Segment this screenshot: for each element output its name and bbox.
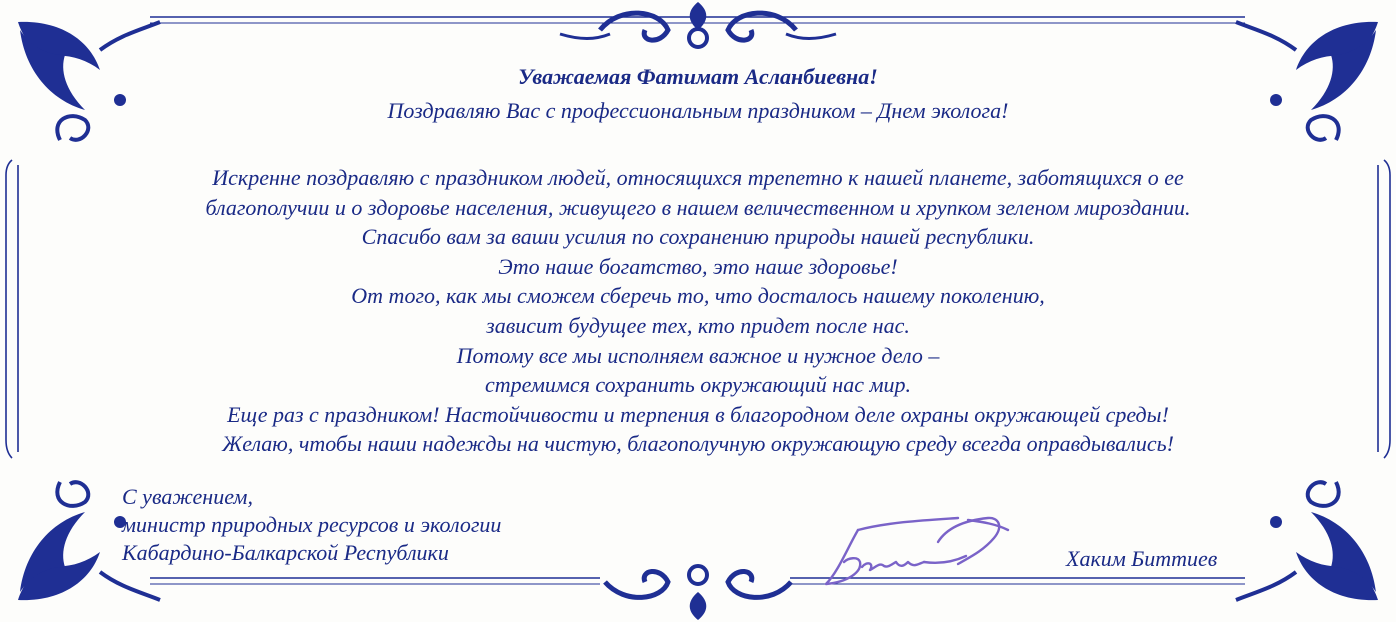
body-line: благополучии и о здоровье населения, живущего в нашем величественном и хрупком зеленом мироздании.	[205, 194, 1191, 220]
body-line: зависит будущее тех, кто придет после нас.	[486, 312, 910, 338]
signer-name: Хаким Биттиев	[1066, 546, 1218, 571]
body-line: От того, как мы сможем сберечь то, что досталось нашему поколению,	[351, 283, 1045, 309]
body-line: Потому все мы исполняем важное и нужное дело –	[456, 342, 940, 368]
closing-block	[122, 483, 501, 567]
bottom-right-corner-flourish	[1236, 482, 1378, 600]
handwritten-signature	[818, 512, 1018, 592]
closing-line: министр природных ресурсов и экологии	[122, 512, 502, 537]
body-line: Еще раз с праздником! Настойчивости и терпения в благородном деле охраны окружающей среды!	[227, 401, 1169, 427]
closing-line: С уважением,	[122, 484, 253, 509]
body-line: Желаю, чтобы наши надежды на чистую, благополучную окружающую среду всегда оправдывались!	[222, 431, 1174, 457]
body-line: Искренне поздравляю с праздником людей, относящихся трепетно к нашей планете, заботящихся о ее	[212, 165, 1184, 190]
letter-body	[0, 163, 1396, 459]
salutation-heading: Уважаемая Фатимат Асланбиевна!	[518, 64, 878, 89]
body-line: Спасибо вам за ваши усилия по сохранению природы нашей республики.	[361, 224, 1035, 250]
body-line: стремимся сохранить окружающий нас мир.	[484, 372, 912, 398]
occasion-line: Поздравляю Вас с профессиональным праздником – Днем эколога!	[387, 98, 1009, 123]
top-center-flourish	[560, 2, 836, 47]
closing-line: Кабардино-Балкарской Республики	[122, 540, 449, 565]
bottom-center-flourish	[605, 566, 791, 620]
body-line: Это наше богатство, это наше здоровье!	[498, 253, 898, 279]
